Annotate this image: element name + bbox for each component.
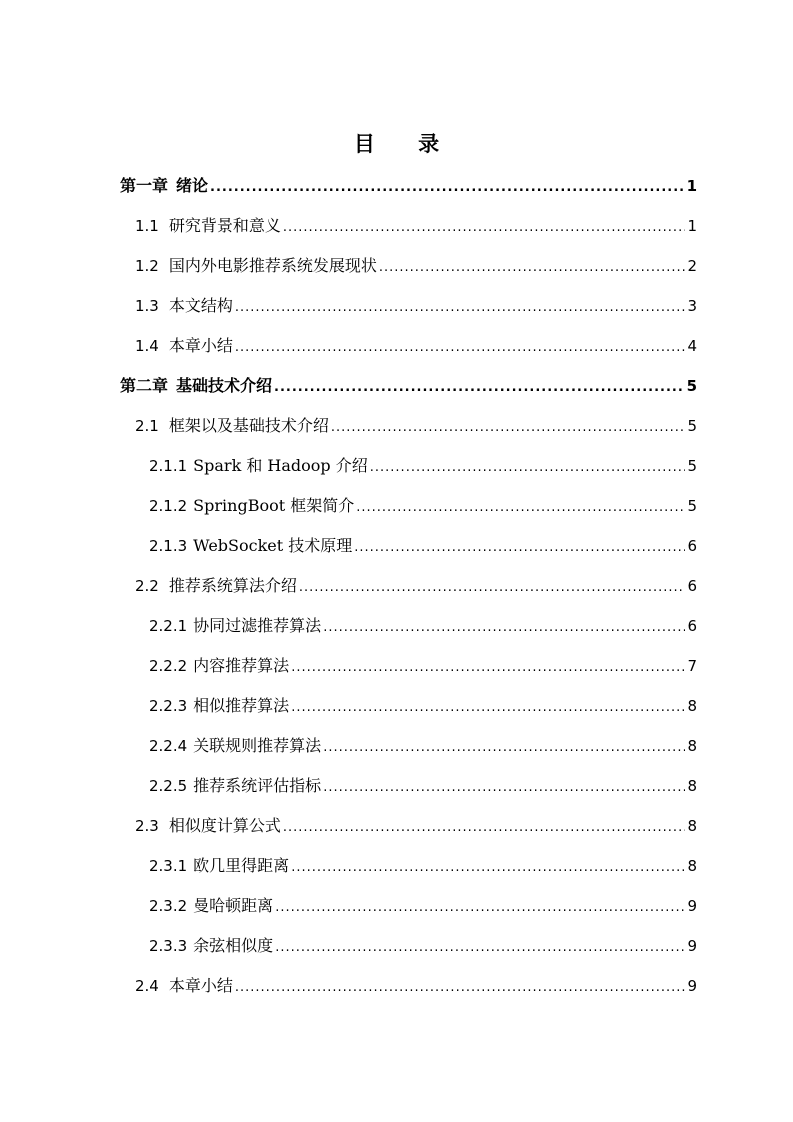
toc-entry-page-number: 9 (687, 936, 697, 955)
toc-entry[interactable] (0, 724, 793, 764)
toc-entry-label: 研究背景和意义 (168, 215, 281, 235)
toc-entry[interactable] (0, 324, 793, 364)
toc-entry[interactable] (0, 364, 793, 404)
toc-entry-number: 2.1.1 (149, 456, 188, 475)
toc-entry-page-number: 8 (687, 736, 697, 755)
toc-entry-number: 2.2 (135, 576, 159, 595)
toc-entry-number: 1.3 (135, 296, 159, 315)
toc-entry-page-number: 8 (687, 816, 697, 835)
toc-entry[interactable] (0, 764, 793, 804)
toc-entry[interactable] (0, 804, 793, 844)
toc-entry-label: 框架以及基础技术介绍 (168, 415, 329, 435)
toc-entry[interactable] (0, 684, 793, 724)
toc-entry-label: 本章小结 (168, 975, 233, 995)
toc-entry-label: 绪论 (176, 175, 209, 195)
toc-entry-label: 余弦相似度 (193, 935, 274, 955)
toc-entry[interactable] (0, 444, 793, 484)
toc-entry-number: 1.4 (135, 336, 159, 355)
toc-entry[interactable] (0, 484, 793, 524)
toc-entry-label: 本章小结 (168, 335, 233, 355)
toc-entry-label: 本文结构 (168, 295, 233, 315)
dot-leader (356, 500, 685, 515)
toc-entry-label: WebSocket 技术原理 (193, 535, 353, 555)
toc-entry[interactable] (0, 884, 793, 924)
toc-entry[interactable] (0, 204, 793, 244)
toc-entry-page-number: 8 (687, 776, 697, 795)
dot-leader (235, 300, 686, 315)
toc-entry[interactable] (0, 564, 793, 604)
toc-entry-number: 2.3.1 (149, 856, 188, 875)
toc-entry-label: 协同过滤推荐算法 (193, 615, 322, 635)
toc-entry-page-number: 5 (687, 456, 697, 475)
toc-title: 目 录 (353, 132, 458, 156)
toc-entry-number: 2.2.1 (149, 616, 188, 635)
toc-entry[interactable] (0, 924, 793, 964)
toc-entry-label: 基础技术介绍 (176, 375, 273, 395)
toc-entry-page-number: 8 (687, 696, 697, 715)
toc-entry-number: 2.3.2 (149, 896, 188, 915)
dot-leader (275, 900, 685, 915)
toc-entry-label: SpringBoot 框架简介 (193, 495, 355, 515)
toc-entry-number: 第二章 (120, 375, 169, 395)
dot-leader (283, 220, 686, 235)
toc-entry-label: 相似推荐算法 (193, 695, 290, 715)
dot-leader (379, 260, 686, 275)
toc-entry-page-number: 7 (687, 656, 697, 675)
toc-entry-label: 关联规则推荐算法 (193, 735, 322, 755)
dot-leader (291, 660, 685, 675)
toc-entry-number: 2.2.2 (149, 656, 188, 675)
dot-leader (354, 540, 685, 555)
toc-entry-page-number: 1 (687, 216, 697, 235)
toc-entry-page-number: 9 (687, 976, 697, 995)
toc-entry-label: 内容推荐算法 (193, 655, 290, 675)
toc-entry-number: 2.4 (135, 976, 159, 995)
toc-entry-label: 欧几里得距离 (193, 855, 290, 875)
toc-entry-page-number: 6 (687, 616, 697, 635)
dot-leader (291, 860, 685, 875)
toc-entry-page-number: 1 (686, 176, 697, 195)
toc-entry-number: 2.2.3 (149, 696, 188, 715)
dot-leader (235, 980, 686, 995)
toc-entry-label: 国内外电影推荐系统发展现状 (168, 255, 377, 275)
dot-leader (331, 420, 686, 435)
dot-leader (370, 460, 686, 475)
toc-entry-label: 曼哈顿距离 (193, 895, 274, 915)
dot-leader (210, 180, 685, 195)
toc-entry[interactable] (0, 244, 793, 284)
toc-entry-label: 相似度计算公式 (168, 815, 281, 835)
dot-leader (291, 700, 685, 715)
toc-entry-number: 第一章 (120, 175, 169, 195)
dot-leader (275, 940, 685, 955)
dot-leader (299, 580, 686, 595)
toc-entry-label: 推荐系统评估指标 (193, 775, 322, 795)
toc-entry[interactable] (0, 284, 793, 324)
toc-entry-number: 2.3.3 (149, 936, 188, 955)
dot-leader (323, 620, 685, 635)
dot-leader (323, 780, 685, 795)
toc-entry-label: Spark 和 Hadoop 介绍 (193, 455, 368, 475)
toc-entry-number: 2.3 (135, 816, 159, 835)
toc-entry-page-number: 9 (687, 896, 697, 915)
toc-entry-number: 1.1 (135, 216, 159, 235)
toc-entry[interactable] (0, 164, 793, 204)
toc-entry-page-number: 5 (686, 376, 697, 395)
toc-entry[interactable] (0, 524, 793, 564)
toc-entry-number: 2.1.3 (149, 536, 188, 555)
dot-leader (274, 380, 685, 395)
toc-entry-number: 2.2.5 (149, 776, 188, 795)
toc-entry-page-number: 6 (687, 536, 697, 555)
dot-leader (235, 340, 686, 355)
toc-entry-page-number: 4 (687, 336, 697, 355)
dot-leader (283, 820, 686, 835)
toc-entry-number: 2.1 (135, 416, 159, 435)
toc-entry-number: 1.2 (135, 256, 159, 275)
toc-entry[interactable] (0, 604, 793, 644)
toc-entry[interactable] (0, 404, 793, 444)
toc-entry-page-number: 3 (687, 296, 697, 315)
table-of-contents (0, 164, 793, 1004)
toc-entry-page-number: 5 (687, 496, 697, 515)
toc-entry-label: 推荐系统算法介绍 (168, 575, 297, 595)
toc-entry-page-number: 2 (687, 256, 697, 275)
toc-entry[interactable] (0, 644, 793, 684)
toc-entry-page-number: 6 (687, 576, 697, 595)
toc-entry-page-number: 5 (687, 416, 697, 435)
dot-leader (323, 740, 685, 755)
toc-entry[interactable] (0, 844, 793, 884)
toc-entry-number: 2.2.4 (149, 736, 188, 755)
toc-entry-number: 2.1.2 (149, 496, 188, 515)
toc-entry[interactable] (0, 964, 793, 1004)
toc-entry-page-number: 8 (687, 856, 697, 875)
